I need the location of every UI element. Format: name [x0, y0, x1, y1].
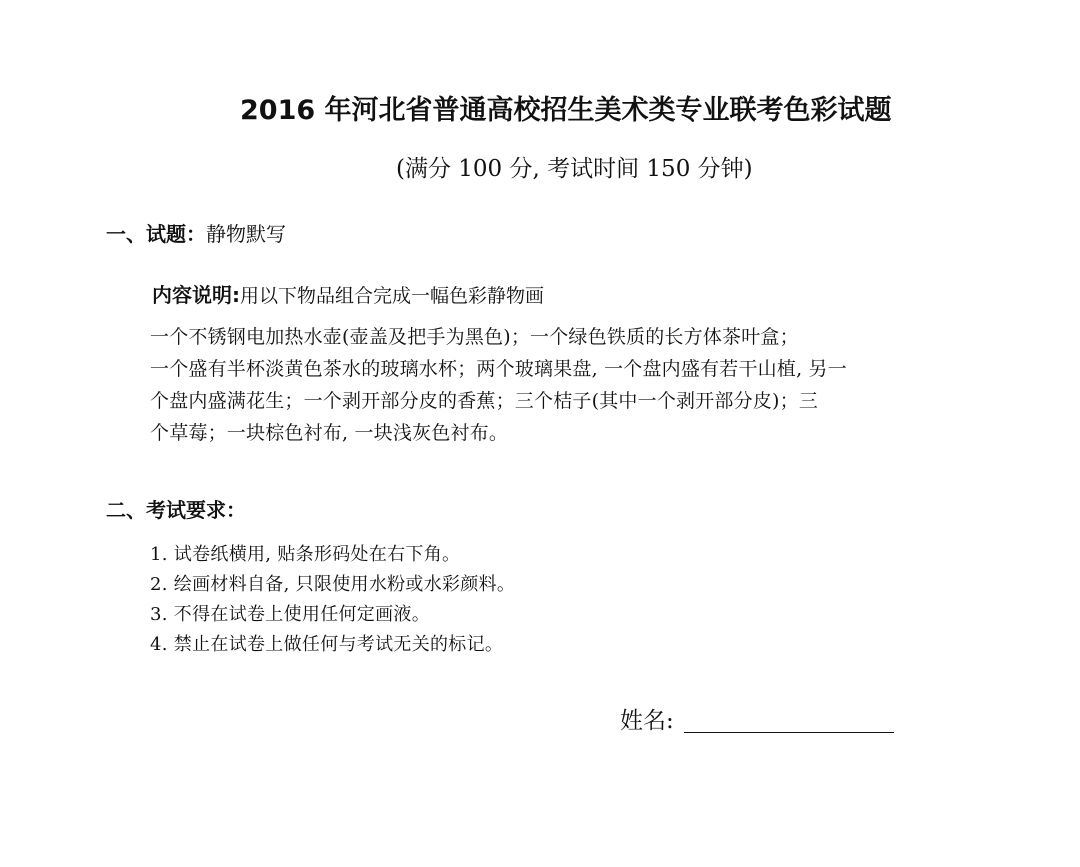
requirement-item: 3. 不得在试卷上使用任何定画液。	[150, 604, 430, 625]
requirement-item: 1. 试卷纸横用, 贴条形码处在右下角。	[150, 544, 461, 565]
section-1-heading-label: 一、试题：	[106, 222, 206, 246]
name-label: 姓名:	[620, 708, 674, 734]
section-2-heading: 二、考试要求：	[106, 498, 246, 522]
requirement-item: 4. 禁止在试卷上做任何与考试无关的标记。	[150, 634, 504, 655]
requirement-item: 2. 绘画材料自备, 只限使用水粉或水彩颜料。	[150, 574, 516, 595]
content-description-intro: 用以下物品组合完成一幅色彩静物画	[240, 285, 545, 307]
paragraph-line: 一个盛有半杯淡黄色茶水的玻璃水杯；两个玻璃果盘, 一个盘内盛有若干山植, 另一	[150, 358, 847, 380]
exam-subtitle: (满分 100 分, 考试时间 150 分钟)	[396, 156, 753, 182]
section-1-topic: 静物默写	[206, 222, 286, 246]
section-1-heading	[106, 218, 286, 247]
paragraph-line: 个草莓；一块棕色衬布, 一块浅灰色衬布。	[150, 422, 509, 444]
paragraph-line: 一个不锈钢电加热水壶(壶盖及把手为黑色)；一个绿色铁质的长方体茶叶盒；	[150, 326, 799, 348]
exam-title: 2016 年河北省普通高校招生美术类专业联考色彩试题	[240, 95, 892, 126]
name-blank-line	[684, 732, 894, 733]
content-description-label: 内容说明:	[152, 283, 240, 307]
content-description-row	[152, 279, 544, 308]
paragraph-line: 个盘内盛满花生；一个剥开部分皮的香蕉；三个桔子(其中一个剥开部分皮)；三	[150, 390, 819, 412]
